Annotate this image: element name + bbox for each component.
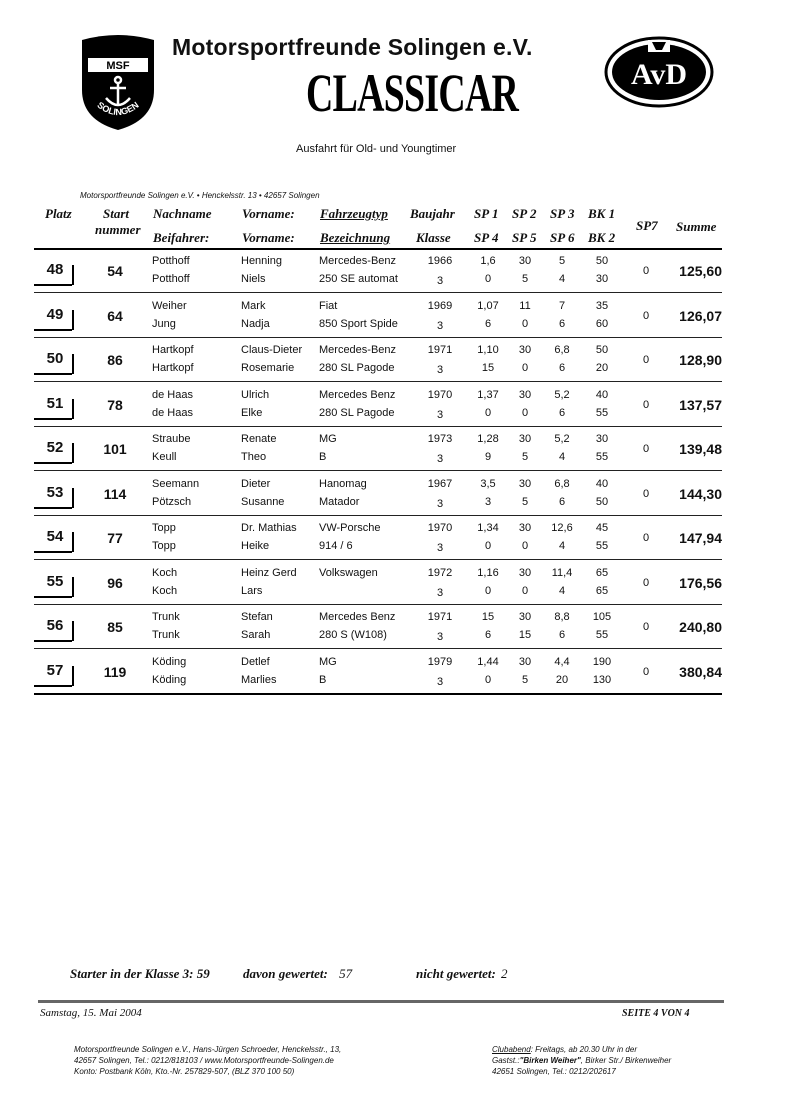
driver-lastname: Potthoff [152, 255, 190, 267]
starter-stat [70, 966, 210, 982]
place-number: 56 [46, 617, 64, 634]
sp2-value: 30 [518, 611, 532, 623]
sp5-value: 5 [521, 451, 529, 463]
sp1-value: 1,37 [477, 389, 499, 401]
col-nummer: nummer [95, 222, 141, 237]
club-title: Motorsportfreunde Solingen e.V. [172, 34, 533, 60]
vehicle-model: B [319, 674, 327, 686]
codriver-firstname: Theo [241, 451, 267, 463]
codriver-lastname: Köding [152, 674, 187, 686]
driver-lastname: Koch [152, 567, 178, 579]
sp3-value: 7 [558, 300, 566, 312]
sp5-value: 5 [521, 273, 529, 285]
bk1-value: 50 [595, 255, 609, 267]
start-number: 101 [103, 441, 127, 457]
start-number: 54 [107, 263, 123, 279]
total-score: 139,48 [679, 441, 722, 457]
sp3-value: 6,8 [554, 478, 570, 490]
place-bracket [72, 488, 74, 508]
sp2-value: 30 [518, 522, 532, 534]
vehicle-make: Mercedes-Benz [319, 344, 397, 356]
sp2-value: 30 [518, 255, 532, 267]
row-divider [34, 337, 722, 338]
sp5-value: 0 [521, 362, 529, 374]
bk1-value: 35 [595, 300, 609, 312]
sp6-value: 4 [558, 451, 566, 463]
bk1-value: 40 [595, 478, 609, 490]
vehicle-model: 280 SL Pagode [319, 362, 395, 374]
row-divider [34, 648, 722, 649]
codriver-firstname: Nadja [241, 318, 270, 330]
sp4-value: 0 [484, 674, 492, 686]
bk2-value: 60 [595, 318, 609, 330]
sp2-value: 11 [519, 300, 531, 312]
vehicle-make: Volkswagen [319, 567, 378, 579]
sp7-value: 0 [642, 399, 650, 411]
col-nachname: Nachname [153, 206, 212, 221]
sp1-value: 1,44 [477, 656, 499, 668]
place-bracket [72, 265, 74, 285]
sp2-value: 30 [518, 389, 532, 401]
col-summe: Summe [676, 219, 717, 234]
total-score: 125,60 [679, 263, 722, 279]
sp6-value: 6 [558, 496, 566, 508]
sp7-value: 0 [642, 443, 650, 455]
place-number: 50 [46, 350, 64, 367]
place-bracket [72, 443, 74, 463]
build-year: 1979 [427, 656, 453, 668]
sp1-value: 1,07 [477, 300, 499, 312]
sp6-value: 6 [558, 318, 566, 330]
bk2-value: 55 [595, 540, 609, 552]
bk1-value: 190 [592, 656, 612, 668]
place-bracket [72, 621, 74, 641]
place-number: 51 [46, 395, 64, 412]
place-bracket [72, 532, 74, 552]
start-number: 114 [103, 486, 127, 502]
codriver-lastname: Hartkopf [152, 362, 194, 374]
sp5-value: 0 [521, 318, 529, 330]
club-contact-line: 42657 Solingen, Tel.: 0212/818103 / www.Motorsportfreunde-Solingen.de [74, 1056, 334, 1065]
avd-logo-text: AvD [630, 58, 688, 91]
starter-value: 59 [196, 966, 210, 981]
codriver-lastname: Potthoff [152, 273, 190, 285]
total-score: 147,94 [679, 530, 722, 546]
total-score: 137,57 [679, 397, 722, 413]
col-sp1: SP 1 [474, 206, 499, 221]
col-bk2: BK 2 [588, 230, 616, 245]
sp7-value: 0 [642, 354, 650, 366]
total-score: 126,07 [679, 308, 722, 324]
build-year: 1972 [427, 567, 453, 579]
col-sp3: SP 3 [550, 206, 575, 221]
bk2-value: 55 [595, 629, 609, 641]
col-platz: Platz [45, 206, 72, 221]
driver-firstname: Heinz Gerd [241, 567, 297, 579]
vehicle-model: 850 Sport Spide [319, 318, 398, 330]
build-year: 1966 [427, 255, 453, 267]
vehicle-model: 250 SE automat [319, 273, 398, 285]
row-divider [34, 292, 722, 293]
clubabend-venue: "Birken Weiher" [519, 1056, 581, 1065]
sp6-value: 4 [558, 273, 566, 285]
address-line: Motorsportfreunde Solingen e.V. • Henckelsstr. 13 • 42657 Solingen [80, 191, 320, 200]
col-bk1: BK 1 [588, 206, 616, 221]
driver-lastname: Topp [152, 522, 176, 534]
total-score: 380,84 [679, 664, 722, 680]
sp6-value: 4 [558, 585, 566, 597]
class: 3 [436, 364, 444, 376]
row-divider [34, 426, 722, 427]
sp1-value: 1,34 [477, 522, 499, 534]
club-contact-line: Konto: Postbank Köln, Kto.-Nr. 257829-507, (BLZ 370 100 50) [74, 1067, 295, 1076]
msf-logo-city: SOLINGEN [95, 99, 141, 118]
bk2-value: 130 [592, 674, 612, 686]
place-underline [34, 462, 72, 464]
driver-firstname: Mark [241, 300, 266, 312]
driver-firstname: Claus-Dieter [241, 344, 303, 356]
sp7-value: 0 [642, 488, 650, 500]
sp6-value: 6 [558, 407, 566, 419]
page-number: SEITE 4 VON 4 [622, 1008, 690, 1019]
place-underline [34, 596, 72, 598]
sp5-value: 0 [521, 407, 529, 419]
build-year: 1973 [427, 433, 453, 445]
place-number: 57 [46, 662, 64, 679]
driver-firstname: Detlef [241, 656, 270, 668]
col-klasse: Klasse [416, 230, 451, 245]
clubabend-info [492, 1044, 671, 1077]
sp4-value: 9 [484, 451, 492, 463]
place-underline [34, 551, 72, 553]
class: 3 [436, 676, 444, 688]
start-number: 78 [107, 397, 123, 413]
sp3-value: 12,6 [551, 522, 573, 534]
place-underline [34, 507, 72, 509]
vehicle-model: 914 / 6 [319, 540, 353, 552]
col-sp4: SP 4 [474, 230, 499, 245]
start-number: 96 [107, 575, 123, 591]
sp3-value: 11,4 [551, 567, 573, 579]
class: 3 [436, 587, 444, 599]
nicht-gewertet-label: nicht gewertet: [416, 966, 496, 981]
event-subtitle: Ausfahrt für Old- und Youngtimer [296, 143, 457, 155]
class: 3 [436, 631, 444, 643]
total-score: 144,30 [679, 486, 722, 502]
sp5-value: 0 [521, 585, 529, 597]
sp1-value: 1,6 [480, 255, 496, 267]
class: 3 [436, 453, 444, 465]
place-bracket [72, 577, 74, 597]
class: 3 [436, 498, 444, 510]
total-score: 176,56 [679, 575, 722, 591]
place-number: 55 [46, 573, 64, 590]
sp6-value: 6 [558, 362, 566, 374]
sp4-value: 0 [484, 407, 492, 419]
sp4-value: 0 [484, 585, 492, 597]
gewertet-value: 57 [339, 966, 353, 981]
codriver-firstname: Susanne [241, 496, 285, 508]
bk1-value: 65 [595, 567, 609, 579]
sp7-value: 0 [642, 265, 650, 277]
sp1-value: 15 [481, 611, 495, 623]
sp2-value: 30 [518, 433, 532, 445]
sp3-value: 5 [558, 255, 566, 267]
driver-lastname: de Haas [152, 389, 193, 401]
sp5-value: 5 [521, 674, 529, 686]
col-sp7: SP7 [636, 218, 658, 233]
codriver-lastname: Topp [152, 540, 176, 552]
vehicle-make: VW-Porsche [319, 522, 381, 534]
place-number: 48 [46, 261, 64, 278]
place-underline [34, 685, 72, 687]
driver-firstname: Ulrich [241, 389, 270, 401]
footer-rule [38, 1000, 724, 1003]
col-start: Start [103, 206, 130, 221]
clubabend-text: : Freitags, ab 20.30 Uhr in der [530, 1045, 637, 1054]
codriver-lastname: Koch [152, 585, 178, 597]
sp7-value: 0 [642, 666, 650, 678]
build-year: 1970 [427, 522, 453, 534]
vehicle-model: B [319, 451, 327, 463]
bk2-value: 65 [595, 585, 609, 597]
class: 3 [436, 275, 444, 287]
nicht-gewertet-value: 2 [501, 966, 508, 981]
row-divider [34, 559, 722, 560]
sp6-value: 6 [558, 629, 566, 641]
place-underline [34, 640, 72, 642]
codriver-firstname: Niels [241, 273, 266, 285]
col-baujahr: Baujahr [410, 206, 455, 221]
sp4-value: 6 [484, 318, 492, 330]
place-bracket [72, 399, 74, 419]
codriver-lastname: Pötzsch [152, 496, 192, 508]
place-underline [34, 373, 72, 375]
driver-lastname: Weiher [152, 300, 187, 312]
sp2-value: 30 [518, 567, 532, 579]
starter-label: Starter in der Klasse 3: [70, 966, 194, 981]
vehicle-make: Mercedes Benz [319, 611, 396, 623]
codriver-lastname: Trunk [152, 629, 180, 641]
row-divider [34, 515, 722, 516]
place-underline [34, 418, 72, 420]
bk2-value: 55 [595, 407, 609, 419]
driver-firstname: Stefan [241, 611, 273, 623]
sp5-value: 15 [518, 629, 532, 641]
sp3-value: 5,2 [554, 433, 570, 445]
build-year: 1967 [427, 478, 453, 490]
row-divider [34, 604, 722, 605]
nicht-gewertet-stat [416, 966, 508, 982]
sp1-value: 3,5 [480, 478, 496, 490]
col-beifahrer: Beifahrer: [153, 230, 210, 245]
clubabend-venue-address: , Birker Str./ Birkenweiher [580, 1056, 672, 1065]
sp4-value: 15 [481, 362, 495, 374]
vehicle-make: Mercedes Benz [319, 389, 396, 401]
sp7-value: 0 [642, 310, 650, 322]
clubabend-city: 42651 Solingen, Tel.: 0212/202617 [492, 1067, 616, 1076]
vehicle-make: Mercedes-Benz [319, 255, 397, 267]
bk2-value: 20 [595, 362, 609, 374]
start-number: 77 [107, 530, 123, 546]
bk1-value: 30 [595, 433, 609, 445]
driver-firstname: Dieter [241, 478, 271, 490]
place-number: 49 [46, 306, 64, 323]
driver-firstname: Dr. Mathias [241, 522, 297, 534]
sp3-value: 4,4 [554, 656, 570, 668]
bk1-value: 105 [592, 611, 612, 623]
total-score: 240,80 [679, 619, 722, 635]
msf-logo-letters: MSF [106, 60, 130, 72]
driver-lastname: Köding [152, 656, 187, 668]
place-bracket [72, 310, 74, 330]
bk2-value: 55 [595, 451, 609, 463]
start-number: 64 [107, 308, 123, 324]
gewertet-stat [243, 966, 352, 982]
club-contact [74, 1044, 341, 1077]
codriver-firstname: Sarah [241, 629, 271, 641]
sp5-value: 0 [521, 540, 529, 552]
event-title: CLASSICAR [306, 63, 519, 123]
driver-lastname: Trunk [152, 611, 180, 623]
clubabend-label: Clubabend [492, 1045, 531, 1054]
row-divider [34, 381, 722, 382]
print-date: Samstag, 15. Mai 2004 [40, 1007, 142, 1019]
sp3-value: 5,2 [554, 389, 570, 401]
driver-lastname: Seemann [152, 478, 200, 490]
codriver-firstname: Heike [241, 540, 270, 552]
sp3-value: 6,8 [554, 344, 570, 356]
col-beifahrer-vorname: Vorname: [242, 230, 295, 245]
class: 3 [436, 320, 444, 332]
sp4-value: 0 [484, 273, 492, 285]
vehicle-make: Hanomag [319, 478, 367, 490]
total-score: 128,90 [679, 352, 722, 368]
driver-firstname: Renate [241, 433, 277, 445]
sp7-value: 0 [642, 621, 650, 633]
build-year: 1971 [427, 611, 453, 623]
place-bracket [72, 666, 74, 686]
col-vorname: Vorname: [242, 206, 295, 221]
bk1-value: 45 [595, 522, 609, 534]
clubabend-venue-prefix: Gastst.: [492, 1056, 520, 1065]
col-sp6: SP 6 [550, 230, 575, 245]
vehicle-model: 280 S (W108) [319, 629, 387, 641]
build-year: 1969 [427, 300, 453, 312]
driver-lastname: Straube [152, 433, 191, 445]
place-number: 54 [46, 528, 64, 545]
sp1-value: 1,28 [477, 433, 499, 445]
codriver-lastname: Jung [152, 318, 176, 330]
row-divider [34, 470, 722, 471]
row-divider [34, 693, 722, 695]
bk1-value: 40 [595, 389, 609, 401]
sp1-value: 1,10 [477, 344, 499, 356]
bk2-value: 50 [595, 496, 609, 508]
sp3-value: 8,8 [554, 611, 570, 623]
start-number: 86 [107, 352, 123, 368]
place-underline [34, 284, 72, 286]
sp7-value: 0 [642, 532, 650, 544]
sp4-value: 6 [484, 629, 492, 641]
place-underline [34, 329, 72, 331]
start-number: 119 [103, 664, 127, 680]
codriver-firstname: Elke [241, 407, 263, 419]
gewertet-label: davon gewertet: [243, 966, 328, 981]
place-number: 52 [46, 439, 64, 456]
sp7-value: 0 [642, 577, 650, 589]
col-bezeichnung: Bezeichnung [320, 230, 391, 245]
sp6-value: 4 [558, 540, 566, 552]
driver-lastname: Hartkopf [152, 344, 194, 356]
place-bracket [72, 354, 74, 374]
vehicle-make: Fiat [319, 300, 338, 312]
codriver-lastname: de Haas [152, 407, 193, 419]
vehicle-model: 280 SL Pagode [319, 407, 395, 419]
club-contact-line: Motorsportfreunde Solingen e.V., Hans-Jürgen Schroeder, Henckelsstr., 13, [74, 1045, 342, 1054]
codriver-firstname: Lars [241, 585, 263, 597]
col-sp5: SP 5 [512, 230, 537, 245]
bk1-value: 50 [595, 344, 609, 356]
bk2-value: 30 [595, 273, 609, 285]
sp2-value: 30 [518, 344, 532, 356]
codriver-firstname: Rosemarie [241, 362, 295, 374]
vehicle-make: MG [319, 656, 337, 668]
build-year: 1971 [427, 344, 453, 356]
col-fahrzeugtyp: Fahrzeugtyp [320, 206, 388, 221]
sp4-value: 3 [484, 496, 492, 508]
sp2-value: 30 [518, 656, 532, 668]
class: 3 [436, 409, 444, 421]
sp5-value: 5 [521, 496, 529, 508]
vehicle-model: Matador [319, 496, 360, 508]
codriver-lastname: Keull [152, 451, 177, 463]
col-sp2: SP 2 [512, 206, 537, 221]
sp2-value: 30 [518, 478, 532, 490]
build-year: 1970 [427, 389, 453, 401]
place-number: 53 [46, 484, 64, 501]
start-number: 85 [107, 619, 123, 635]
vehicle-make: MG [319, 433, 337, 445]
sp1-value: 1,16 [477, 567, 499, 579]
sp6-value: 20 [555, 674, 569, 686]
sp4-value: 0 [484, 540, 492, 552]
driver-firstname: Henning [241, 255, 282, 267]
codriver-firstname: Marlies [241, 674, 277, 686]
class: 3 [436, 542, 444, 554]
